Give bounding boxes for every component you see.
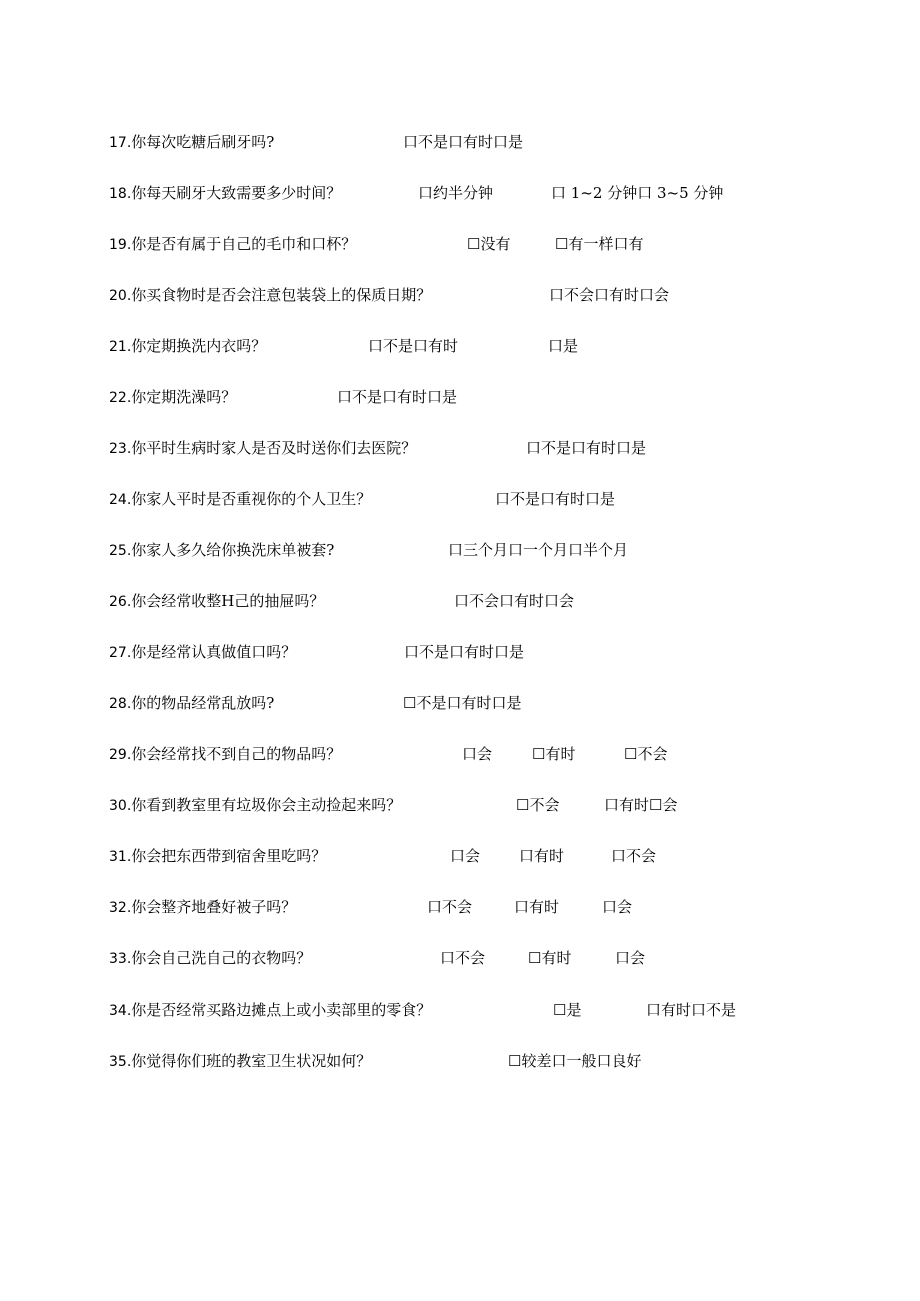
question-30 [109,793,678,817]
answer-option-none[interactable]: ☐没有 [467,235,511,253]
answer-options[interactable]: 口不是口有时口是 [337,388,458,406]
question-text: 你是经常认真做值口吗？ [131,643,297,661]
answer-option-wont[interactable]: 口不会 [427,898,473,916]
answer-options[interactable]: 口三个月口一个月口半个月 [448,541,629,559]
answer-options[interactable]: 口不是口有时口是 [526,439,647,457]
answer-options[interactable]: 口不会口有时口会 [454,592,575,610]
answer-option-sometimes-no[interactable]: 口有时口不是 [646,1001,737,1019]
question-text: 你家人多久给你换洗床单被套? [131,541,335,559]
question-number: 26. [109,594,132,610]
answer-option-some[interactable]: ☐有一样口有 [555,235,644,253]
question-number: 18. [109,186,132,202]
question-number: 21. [109,339,132,355]
question-number: 31. [109,849,132,865]
question-text: 你每天刷牙大致需要多少时间？ [131,184,342,202]
question-34 [109,998,737,1022]
answer-option-yes[interactable]: ☐是 [553,1001,582,1019]
question-number: 20. [109,288,132,304]
question-text: 你会经常收整H己的抽屉吗？ [131,592,325,610]
question-number: 34. [109,1003,132,1019]
answer-options[interactable]: 口不是口有时口是 [404,643,525,661]
question-31 [109,844,657,868]
question-text: 你家人平时是否重视你的个人卫生？ [131,490,372,508]
question-text: 你每次吃糖后刷牙吗? [131,133,275,151]
answer-option-wont[interactable]: 口不会 [611,847,657,865]
question-number: 32. [109,900,132,916]
question-text: 你定期洗澡吗？ [131,388,237,406]
question-26 [109,589,575,613]
question-20 [109,283,670,307]
question-32 [109,895,633,919]
question-27 [109,640,525,664]
question-29 [109,742,668,766]
question-35 [109,1049,642,1073]
question-text: 你平时生病时家人是否及时送你们去医院？ [131,439,417,457]
answer-option-will[interactable]: 口会 [450,847,481,865]
question-text: 你看到教室里有垃圾你会主动捡起来吗？ [131,796,402,814]
answer-options[interactable]: 口不会口有时口会 [549,286,670,304]
question-number: 30. [109,798,132,814]
question-number: 17. [109,135,132,151]
question-17 [109,130,524,154]
answer-options[interactable]: ☐不是口有时口是 [403,694,522,712]
question-number: 35. [109,1054,132,1070]
answer-option-wont[interactable]: ☐不会 [516,796,560,814]
question-text: 你会把东西带到宿舍里吃吗？ [131,847,327,865]
answer-options[interactable]: 口不是口有时口是 [403,133,524,151]
answer-option-will[interactable]: 口会 [615,949,646,967]
answer-options[interactable]: 口不是口有时 [368,337,459,355]
answer-options[interactable]: ☐较差口一般口良好 [508,1052,642,1070]
question-23 [109,436,647,460]
question-text: 你会经常找不到自己的物品吗？ [131,745,342,763]
question-number: 22. [109,390,132,406]
question-25 [109,538,629,562]
question-22 [109,385,458,409]
question-19 [109,232,644,256]
answer-option-yes[interactable]: 口是 [548,337,579,355]
question-number: 28. [109,696,132,712]
answer-option-sometimes[interactable]: 口有时 [519,847,565,865]
question-number: 19. [109,237,132,253]
answer-option-will[interactable]: 口会 [602,898,633,916]
question-18 [109,181,724,205]
answer-option-sometimes[interactable]: ☐有时 [528,949,572,967]
question-number: 29. [109,747,132,763]
answer-option-wont[interactable]: 口不会 [440,949,486,967]
question-text: 你买食物时是否会注意包装袋上的保质日期？ [131,286,432,304]
question-text: 你觉得你们班的教室卫生状况如何？ [131,1052,372,1070]
answer-option-half-minute[interactable]: 口约半分钟 [418,184,494,202]
question-number: 23. [109,441,132,457]
question-text: 你定期换洗内衣吗？ [131,337,267,355]
answer-option-sometimes[interactable]: 口有时 [514,898,560,916]
question-text: 你是否有属于自己的毛巾和口杯？ [131,235,357,253]
question-text: 你会自己洗自己的衣物吗？ [131,949,312,967]
question-33 [109,946,646,970]
question-text: 你的物品经常乱放吗? [131,694,275,712]
answer-option-will[interactable]: 口会 [462,745,493,763]
answer-options[interactable]: 口不是口有时口是 [495,490,616,508]
question-number: 24. [109,492,132,508]
question-21 [109,334,579,358]
answer-option-sometimes-will[interactable]: 口有时☐会 [604,796,678,814]
answer-option-minutes[interactable]: 口 1~2 分钟口 3~5 分钟 [551,184,724,202]
question-28 [109,691,522,715]
question-number: 25. [109,543,132,559]
question-number: 33. [109,951,132,967]
question-text: 你是否经常买路边摊点上或小卖部里的零食？ [131,1001,432,1019]
question-text: 你会整齐地叠好被子吗？ [131,898,297,916]
answer-option-wont[interactable]: ☐不会 [624,745,668,763]
question-number: 27. [109,645,132,661]
question-24 [109,487,616,511]
answer-option-sometimes[interactable]: ☐有时 [532,745,576,763]
